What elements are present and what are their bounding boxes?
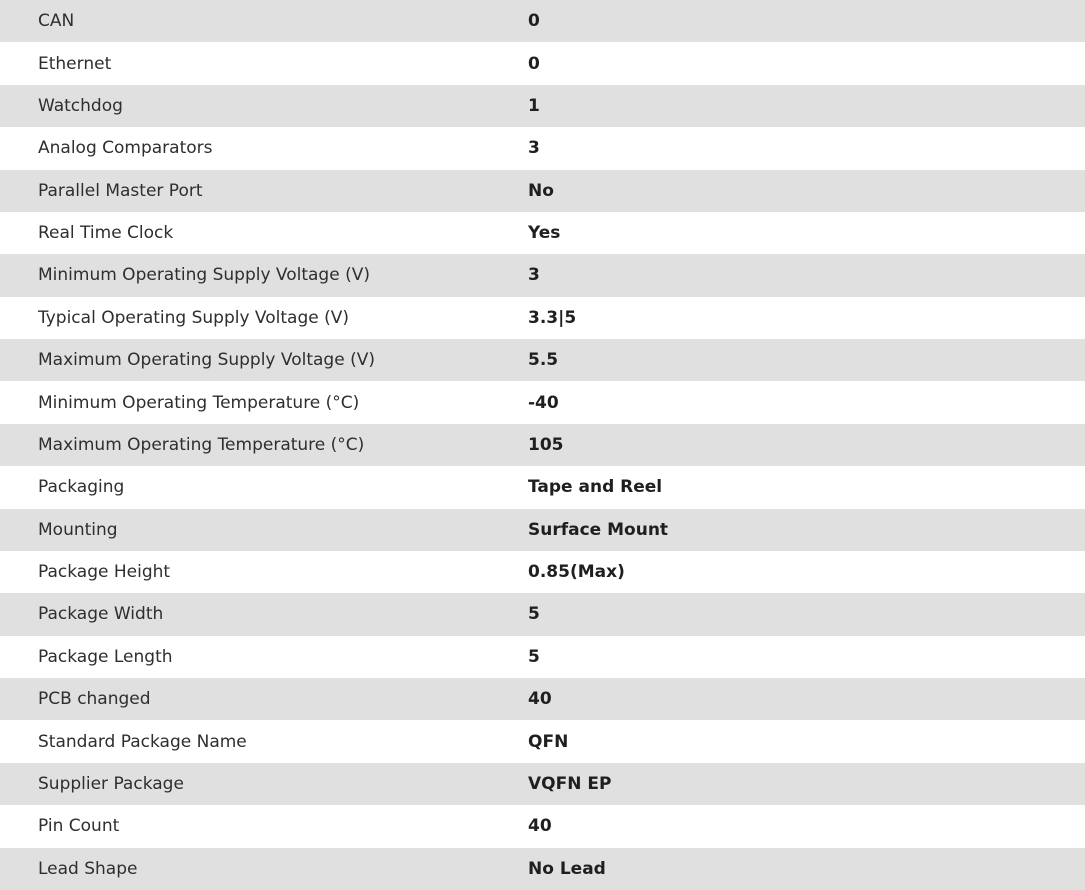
spec-label: Typical Operating Supply Voltage (V) bbox=[38, 307, 349, 328]
spec-row bbox=[0, 424, 1085, 466]
spec-value: Yes bbox=[528, 223, 561, 244]
spec-label: Packaging bbox=[38, 477, 125, 498]
spec-value: 0 bbox=[528, 53, 540, 74]
spec-row bbox=[0, 720, 1085, 762]
spec-value: 1 bbox=[528, 95, 540, 116]
spec-value: -40 bbox=[528, 392, 559, 413]
spec-label: Pin Count bbox=[38, 816, 120, 837]
spec-row bbox=[0, 805, 1085, 847]
spec-row bbox=[0, 848, 1085, 890]
spec-label: Package Length bbox=[38, 646, 173, 667]
spec-label: Standard Package Name bbox=[38, 731, 247, 752]
spec-value: 40 bbox=[528, 689, 552, 710]
spec-value: 40 bbox=[528, 816, 552, 837]
spec-value: No Lead bbox=[528, 858, 606, 879]
spec-label: Ethernet bbox=[38, 53, 112, 74]
spec-label: Maximum Operating Temperature (°C) bbox=[38, 434, 365, 455]
spec-label: PCB changed bbox=[38, 689, 151, 710]
spec-label: Analog Comparators bbox=[38, 138, 213, 159]
spec-label: Maximum Operating Supply Voltage (V) bbox=[38, 350, 375, 371]
spec-value: 0.85(Max) bbox=[528, 562, 625, 583]
spec-value: 105 bbox=[528, 434, 564, 455]
spec-value: Surface Mount bbox=[528, 519, 669, 540]
spec-value: 3 bbox=[528, 265, 540, 286]
spec-label: Parallel Master Port bbox=[38, 180, 203, 201]
spec-label: Supplier Package bbox=[38, 773, 184, 794]
spec-label: CAN bbox=[38, 11, 75, 32]
spec-row bbox=[0, 339, 1085, 381]
spec-row bbox=[0, 297, 1085, 339]
spec-value: 3 bbox=[528, 138, 540, 159]
spec-value: 5 bbox=[528, 604, 540, 625]
spec-row bbox=[0, 381, 1085, 423]
spec-row bbox=[0, 636, 1085, 678]
spec-value: 5.5 bbox=[528, 350, 559, 371]
spec-row bbox=[0, 763, 1085, 805]
spec-row bbox=[0, 254, 1085, 296]
spec-value: QFN bbox=[528, 731, 569, 752]
spec-value: 5 bbox=[528, 646, 540, 667]
spec-label: Mounting bbox=[38, 519, 118, 540]
spec-label: Real Time Clock bbox=[38, 223, 174, 244]
spec-row bbox=[0, 551, 1085, 593]
spec-label: Watchdog bbox=[38, 95, 123, 116]
spec-row bbox=[0, 678, 1085, 720]
spec-row bbox=[0, 42, 1085, 84]
spec-row bbox=[0, 127, 1085, 169]
spec-label: Minimum Operating Supply Voltage (V) bbox=[38, 265, 370, 286]
spec-label: Package Width bbox=[38, 604, 164, 625]
spec-value: No bbox=[528, 180, 554, 201]
spec-row bbox=[0, 85, 1085, 127]
spec-value: 0 bbox=[528, 11, 540, 32]
spec-row bbox=[0, 0, 1085, 42]
spec-label: Package Height bbox=[38, 562, 171, 583]
spec-row bbox=[0, 170, 1085, 212]
spec-value: VQFN EP bbox=[528, 773, 612, 794]
spec-value: 3.3|5 bbox=[528, 307, 577, 328]
spec-value: Tape and Reel bbox=[528, 477, 663, 498]
spec-row bbox=[0, 593, 1085, 635]
spec-row bbox=[0, 466, 1085, 508]
spec-row bbox=[0, 509, 1085, 551]
spec-row bbox=[0, 212, 1085, 254]
spec-label: Minimum Operating Temperature (°C) bbox=[38, 392, 360, 413]
spec-label: Lead Shape bbox=[38, 858, 138, 879]
